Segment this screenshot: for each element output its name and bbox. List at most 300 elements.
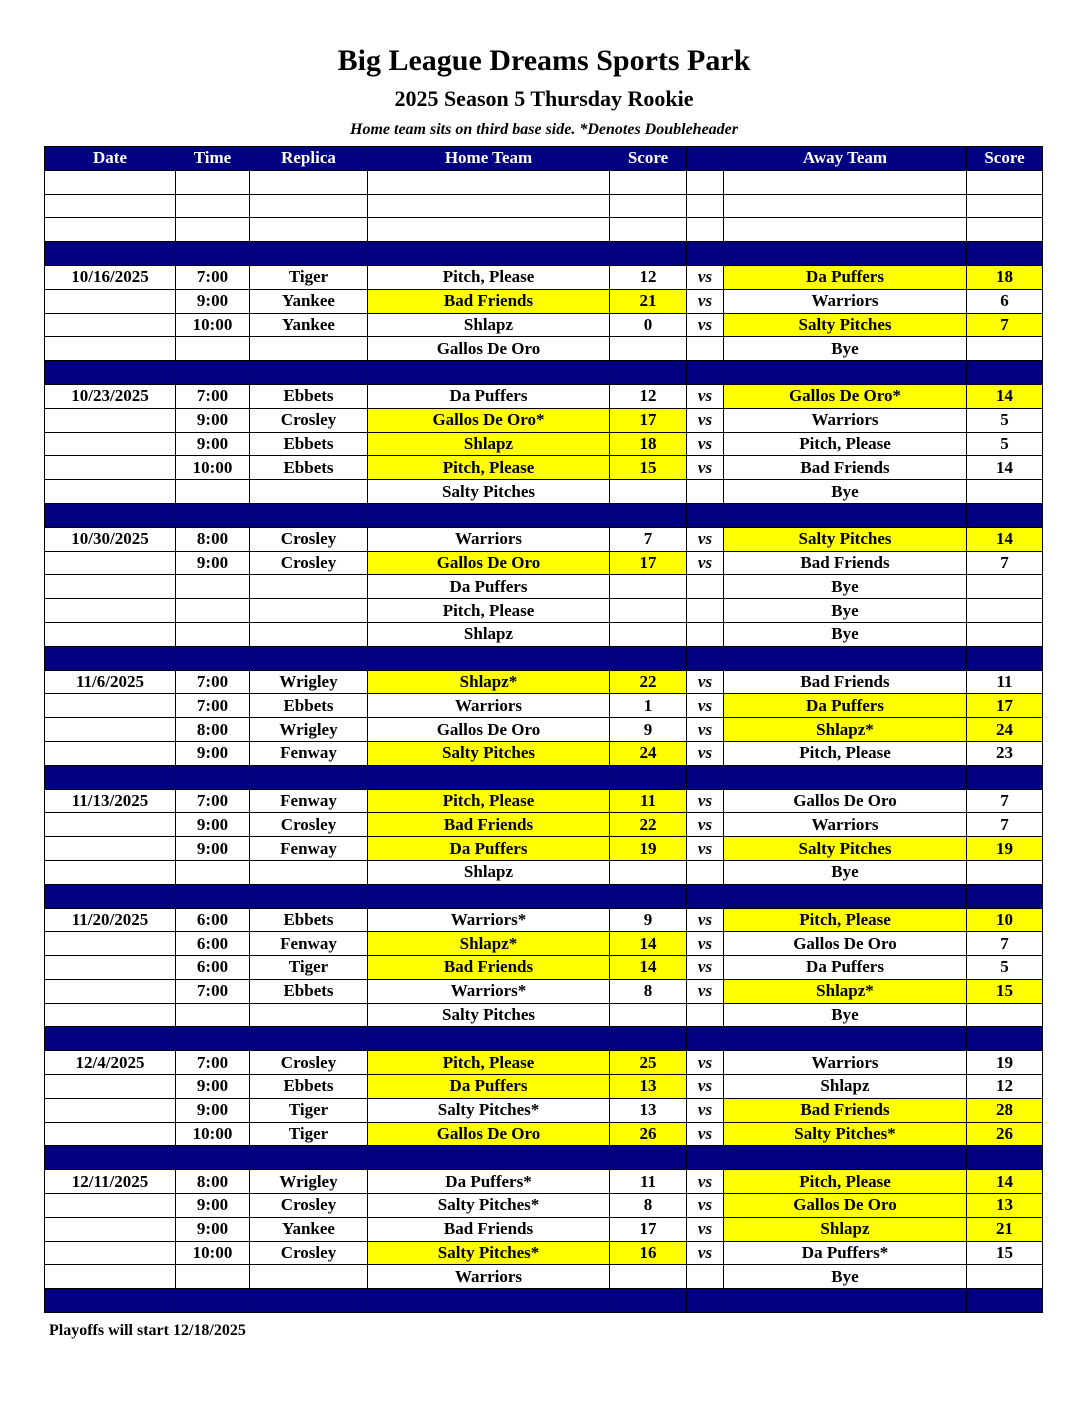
home-score-cell: 8 [610,1194,687,1218]
replica-cell: Ebbets [250,456,368,480]
home-team-cell: Da Puffers [368,1075,610,1099]
away-score-cell: 26 [967,1122,1043,1146]
time-cell: 6:00 [176,956,250,980]
away-score-cell: 5 [967,408,1043,432]
away-team-cell: Salty Pitches* [724,1122,967,1146]
away-team-cell: Gallos De Oro [724,1194,967,1218]
blank-cell [610,170,687,194]
vs-label: vs [687,932,724,956]
home-team-cell: Shlapz* [368,932,610,956]
separator-cell [724,884,967,908]
separator-cell [610,1289,687,1313]
time-cell: 7:00 [176,384,250,408]
home-team-cell: Salty Pitches* [368,1241,610,1265]
away-score-cell [967,1265,1043,1289]
date-cell [45,1217,176,1241]
home-team-cell: Warriors* [368,908,610,932]
separator-cell [610,503,687,527]
game-row [45,837,1043,861]
away-score-cell: 14 [967,456,1043,480]
game-row [45,289,1043,313]
header-date: Date [45,147,176,171]
date-cell [45,1241,176,1265]
date-cell [45,694,176,718]
page-subtitle: 2025 Season 5 Thursday Rookie [394,86,694,111]
vs-label: vs [687,718,724,742]
separator-cell [967,1289,1043,1313]
vs-label: vs [687,789,724,813]
away-team-cell: Gallos De Oro* [724,384,967,408]
schedule-note: Home team sits on third base side. *Denotes Doubleheader [350,121,738,138]
home-score-cell: 19 [610,837,687,861]
blank-cell [250,218,368,242]
time-cell: 9:00 [176,1217,250,1241]
vs-label: vs [687,979,724,1003]
time-cell [176,622,250,646]
date-cell: 10/30/2025 [45,527,176,551]
away-team-cell: Bad Friends [724,1098,967,1122]
vs-label: vs [687,1075,724,1099]
week-separator-row [45,1027,1043,1051]
away-score-cell: 7 [967,789,1043,813]
home-team-cell: Bad Friends [368,813,610,837]
home-score-cell: 12 [610,265,687,289]
separator-cell [967,1027,1043,1051]
time-cell: 8:00 [176,718,250,742]
vs-label: vs [687,408,724,432]
date-cell [45,1075,176,1099]
separator-cell [687,1289,724,1313]
time-cell [176,599,250,623]
home-score-cell [610,599,687,623]
game-row [45,979,1043,1003]
home-team-cell: Warriors [368,527,610,551]
game-row [45,456,1043,480]
separator-cell [610,1027,687,1051]
replica-cell: Tiger [250,956,368,980]
week-separator-row [45,1146,1043,1170]
time-cell [176,1265,250,1289]
home-score-cell: 14 [610,956,687,980]
away-team-cell: Warriors [724,1051,967,1075]
away-team-cell: Bye [724,599,967,623]
separator-cell [176,1289,250,1313]
home-score-cell: 13 [610,1098,687,1122]
separator-cell [724,1146,967,1170]
blank-cell [610,194,687,218]
replica-cell: Wrigley [250,1170,368,1194]
home-score-cell: 22 [610,670,687,694]
game-row [45,956,1043,980]
game-row [45,1098,1043,1122]
date-cell [45,432,176,456]
separator-cell [610,765,687,789]
game-row [45,622,1043,646]
time-cell [176,480,250,504]
date-cell [45,979,176,1003]
separator-cell [610,884,687,908]
separator-cell [687,884,724,908]
vs-label: vs [687,741,724,765]
date-cell: 12/4/2025 [45,1051,176,1075]
home-score-cell: 17 [610,1217,687,1241]
time-cell: 9:00 [176,408,250,432]
vs-label: vs [687,837,724,861]
away-score-cell: 6 [967,289,1043,313]
replica-cell: Crosley [250,551,368,575]
away-team-cell: Gallos De Oro [724,789,967,813]
vs-label: vs [687,265,724,289]
time-cell: 10:00 [176,313,250,337]
time-cell: 7:00 [176,265,250,289]
away-team-cell: Warriors [724,813,967,837]
date-cell [45,1098,176,1122]
home-team-cell: Warriors [368,694,610,718]
away-score-cell: 11 [967,670,1043,694]
game-row [45,313,1043,337]
game-row [45,337,1043,361]
game-row [45,480,1043,504]
blank-cell [368,170,610,194]
blank-cell [687,170,724,194]
home-team-cell: Warriors* [368,979,610,1003]
date-cell: 10/23/2025 [45,384,176,408]
game-row [45,670,1043,694]
vs-label: vs [687,694,724,718]
time-cell [176,575,250,599]
home-team-cell: Pitch, Please [368,265,610,289]
vs-label: vs [687,956,724,980]
separator-cell [250,765,368,789]
vs-label: vs [687,313,724,337]
home-score-cell: 14 [610,932,687,956]
replica-cell: Yankee [250,313,368,337]
separator-cell [368,1289,610,1313]
away-score-cell [967,622,1043,646]
header-replica: Replica [250,147,368,171]
away-team-cell: Bye [724,1003,967,1027]
date-cell [45,932,176,956]
replica-cell: Ebbets [250,979,368,1003]
separator-cell [45,765,176,789]
time-cell: 8:00 [176,1170,250,1194]
blank-cell [368,194,610,218]
game-row [45,432,1043,456]
home-score-cell: 17 [610,551,687,575]
away-team-cell: Salty Pitches [724,837,967,861]
replica-cell: Fenway [250,789,368,813]
away-score-cell: 28 [967,1098,1043,1122]
away-team-cell: Bad Friends [724,670,967,694]
playoffs-note: Playoffs will start 12/18/2025 [49,1322,246,1339]
separator-cell [250,884,368,908]
separator-cell [724,646,967,670]
blank-cell [45,194,176,218]
game-row [45,551,1043,575]
away-score-cell: 23 [967,741,1043,765]
separator-cell [250,361,368,385]
away-score-cell: 5 [967,956,1043,980]
replica-cell: Crosley [250,1051,368,1075]
time-cell [176,337,250,361]
away-score-cell: 14 [967,527,1043,551]
separator-cell [368,765,610,789]
replica-cell [250,1265,368,1289]
separator-cell [45,1027,176,1051]
away-score-cell: 7 [967,551,1043,575]
date-cell [45,718,176,742]
away-score-cell: 14 [967,1170,1043,1194]
date-cell [45,551,176,575]
blank-cell [45,170,176,194]
vs-label: vs [687,1241,724,1265]
away-score-cell: 17 [967,694,1043,718]
game-row [45,1003,1043,1027]
vs-label: vs [687,384,724,408]
game-row [45,694,1043,718]
home-score-cell: 25 [610,1051,687,1075]
separator-cell [687,1146,724,1170]
vs-label [687,599,724,623]
time-cell [176,1003,250,1027]
date-cell: 11/20/2025 [45,908,176,932]
home-score-cell: 12 [610,384,687,408]
date-cell [45,337,176,361]
home-score-cell: 13 [610,1075,687,1099]
away-team-cell: Warriors [724,408,967,432]
header-home-score: Score [610,147,687,171]
away-team-cell: Shlapz [724,1075,967,1099]
home-score-cell: 21 [610,289,687,313]
time-cell: 9:00 [176,432,250,456]
home-team-cell: Bad Friends [368,956,610,980]
separator-cell [724,361,967,385]
separator-cell [368,1027,610,1051]
replica-cell: Crosley [250,408,368,432]
separator-cell [967,242,1043,266]
time-cell [176,860,250,884]
home-score-cell: 7 [610,527,687,551]
game-row [45,1241,1043,1265]
home-score-cell [610,860,687,884]
home-team-cell: Pitch, Please [368,789,610,813]
replica-cell: Ebbets [250,908,368,932]
separator-cell [176,1027,250,1051]
away-score-cell: 19 [967,1051,1043,1075]
week-separator-row [45,361,1043,385]
vs-label: vs [687,813,724,837]
blank-row [45,194,1043,218]
home-score-cell [610,337,687,361]
away-team-cell: Pitch, Please [724,908,967,932]
blank-cell [45,218,176,242]
date-cell: 11/6/2025 [45,670,176,694]
vs-label: vs [687,551,724,575]
away-team-cell: Pitch, Please [724,432,967,456]
game-row [45,741,1043,765]
week-separator-row [45,503,1043,527]
home-score-cell: 0 [610,313,687,337]
game-row [45,860,1043,884]
separator-cell [368,884,610,908]
header-away-team: Away Team [724,147,967,171]
vs-label [687,1265,724,1289]
time-cell: 9:00 [176,1194,250,1218]
vs-label: vs [687,1217,724,1241]
separator-cell [250,1146,368,1170]
away-team-cell: Bye [724,337,967,361]
away-score-cell: 7 [967,813,1043,837]
replica-cell: Ebbets [250,432,368,456]
vs-label: vs [687,432,724,456]
home-score-cell: 18 [610,432,687,456]
replica-cell: Tiger [250,1122,368,1146]
game-row [45,932,1043,956]
away-team-cell: Bad Friends [724,456,967,480]
separator-cell [967,884,1043,908]
home-score-cell: 9 [610,908,687,932]
away-team-cell: Pitch, Please [724,741,967,765]
separator-cell [967,646,1043,670]
header-home-team: Home Team [368,147,610,171]
separator-cell [176,503,250,527]
home-team-cell: Pitch, Please [368,456,610,480]
game-row [45,575,1043,599]
separator-cell [687,361,724,385]
home-team-cell: Da Puffers* [368,1170,610,1194]
replica-cell: Ebbets [250,384,368,408]
time-cell: 7:00 [176,670,250,694]
time-cell: 7:00 [176,789,250,813]
away-score-cell: 15 [967,979,1043,1003]
game-row [45,1170,1043,1194]
home-score-cell: 17 [610,408,687,432]
blank-cell [687,194,724,218]
time-cell: 7:00 [176,694,250,718]
replica-cell: Wrigley [250,670,368,694]
home-score-cell: 8 [610,979,687,1003]
game-row [45,908,1043,932]
away-score-cell: 7 [967,932,1043,956]
vs-label: vs [687,1098,724,1122]
home-score-cell: 9 [610,718,687,742]
home-team-cell: Warriors [368,1265,610,1289]
separator-cell [368,503,610,527]
away-team-cell: Shlapz* [724,718,967,742]
home-score-cell [610,1265,687,1289]
game-row [45,384,1043,408]
away-score-cell: 18 [967,265,1043,289]
away-team-cell: Shlapz [724,1217,967,1241]
blank-cell [176,170,250,194]
separator-cell [250,646,368,670]
time-cell: 9:00 [176,813,250,837]
separator-cell [610,242,687,266]
home-team-cell: Gallos De Oro [368,718,610,742]
home-score-cell: 1 [610,694,687,718]
date-cell [45,456,176,480]
separator-cell [687,242,724,266]
time-cell: 6:00 [176,932,250,956]
blank-cell [250,170,368,194]
game-row [45,265,1043,289]
separator-cell [45,503,176,527]
away-score-cell: 12 [967,1075,1043,1099]
home-score-cell [610,480,687,504]
time-cell: 7:00 [176,979,250,1003]
time-cell: 9:00 [176,551,250,575]
time-cell: 8:00 [176,527,250,551]
separator-cell [610,361,687,385]
blank-row [45,170,1043,194]
replica-cell [250,575,368,599]
home-team-cell: Da Puffers [368,575,610,599]
blank-cell [724,194,967,218]
away-team-cell: Da Puffers [724,956,967,980]
replica-cell: Yankee [250,1217,368,1241]
away-score-cell: 5 [967,432,1043,456]
time-cell: 6:00 [176,908,250,932]
separator-cell [967,765,1043,789]
replica-cell [250,337,368,361]
date-cell [45,1003,176,1027]
date-cell [45,837,176,861]
separator-cell [687,646,724,670]
separator-cell [967,1146,1043,1170]
replica-cell: Wrigley [250,718,368,742]
date-cell [45,1265,176,1289]
away-team-cell: Bye [724,1265,967,1289]
separator-cell [724,242,967,266]
away-score-cell: 10 [967,908,1043,932]
replica-cell: Tiger [250,1098,368,1122]
replica-cell: Crosley [250,1241,368,1265]
away-score-cell: 7 [967,313,1043,337]
table-header-row [45,147,1043,171]
home-score-cell: 22 [610,813,687,837]
away-score-cell [967,480,1043,504]
away-score-cell: 24 [967,718,1043,742]
separator-cell [45,884,176,908]
game-row [45,1194,1043,1218]
separator-cell [176,884,250,908]
away-score-cell [967,1003,1043,1027]
separator-cell [687,765,724,789]
home-team-cell: Da Puffers [368,384,610,408]
away-team-cell: Shlapz* [724,979,967,1003]
vs-label: vs [687,289,724,313]
home-team-cell: Bad Friends [368,1217,610,1241]
blank-cell [967,194,1043,218]
date-cell: 11/13/2025 [45,789,176,813]
week-separator-row [45,646,1043,670]
home-team-cell: Salty Pitches* [368,1098,610,1122]
game-row [45,408,1043,432]
replica-cell [250,860,368,884]
separator-cell [687,503,724,527]
home-team-cell: Pitch, Please [368,1051,610,1075]
separator-cell [176,646,250,670]
home-team-cell: Shlapz [368,432,610,456]
away-score-cell [967,860,1043,884]
week-separator-row [45,765,1043,789]
away-team-cell: Gallos De Oro [724,932,967,956]
home-team-cell: Da Puffers [368,837,610,861]
vs-label [687,860,724,884]
time-cell: 9:00 [176,1075,250,1099]
home-team-cell: Shlapz* [368,670,610,694]
vs-label [687,1003,724,1027]
